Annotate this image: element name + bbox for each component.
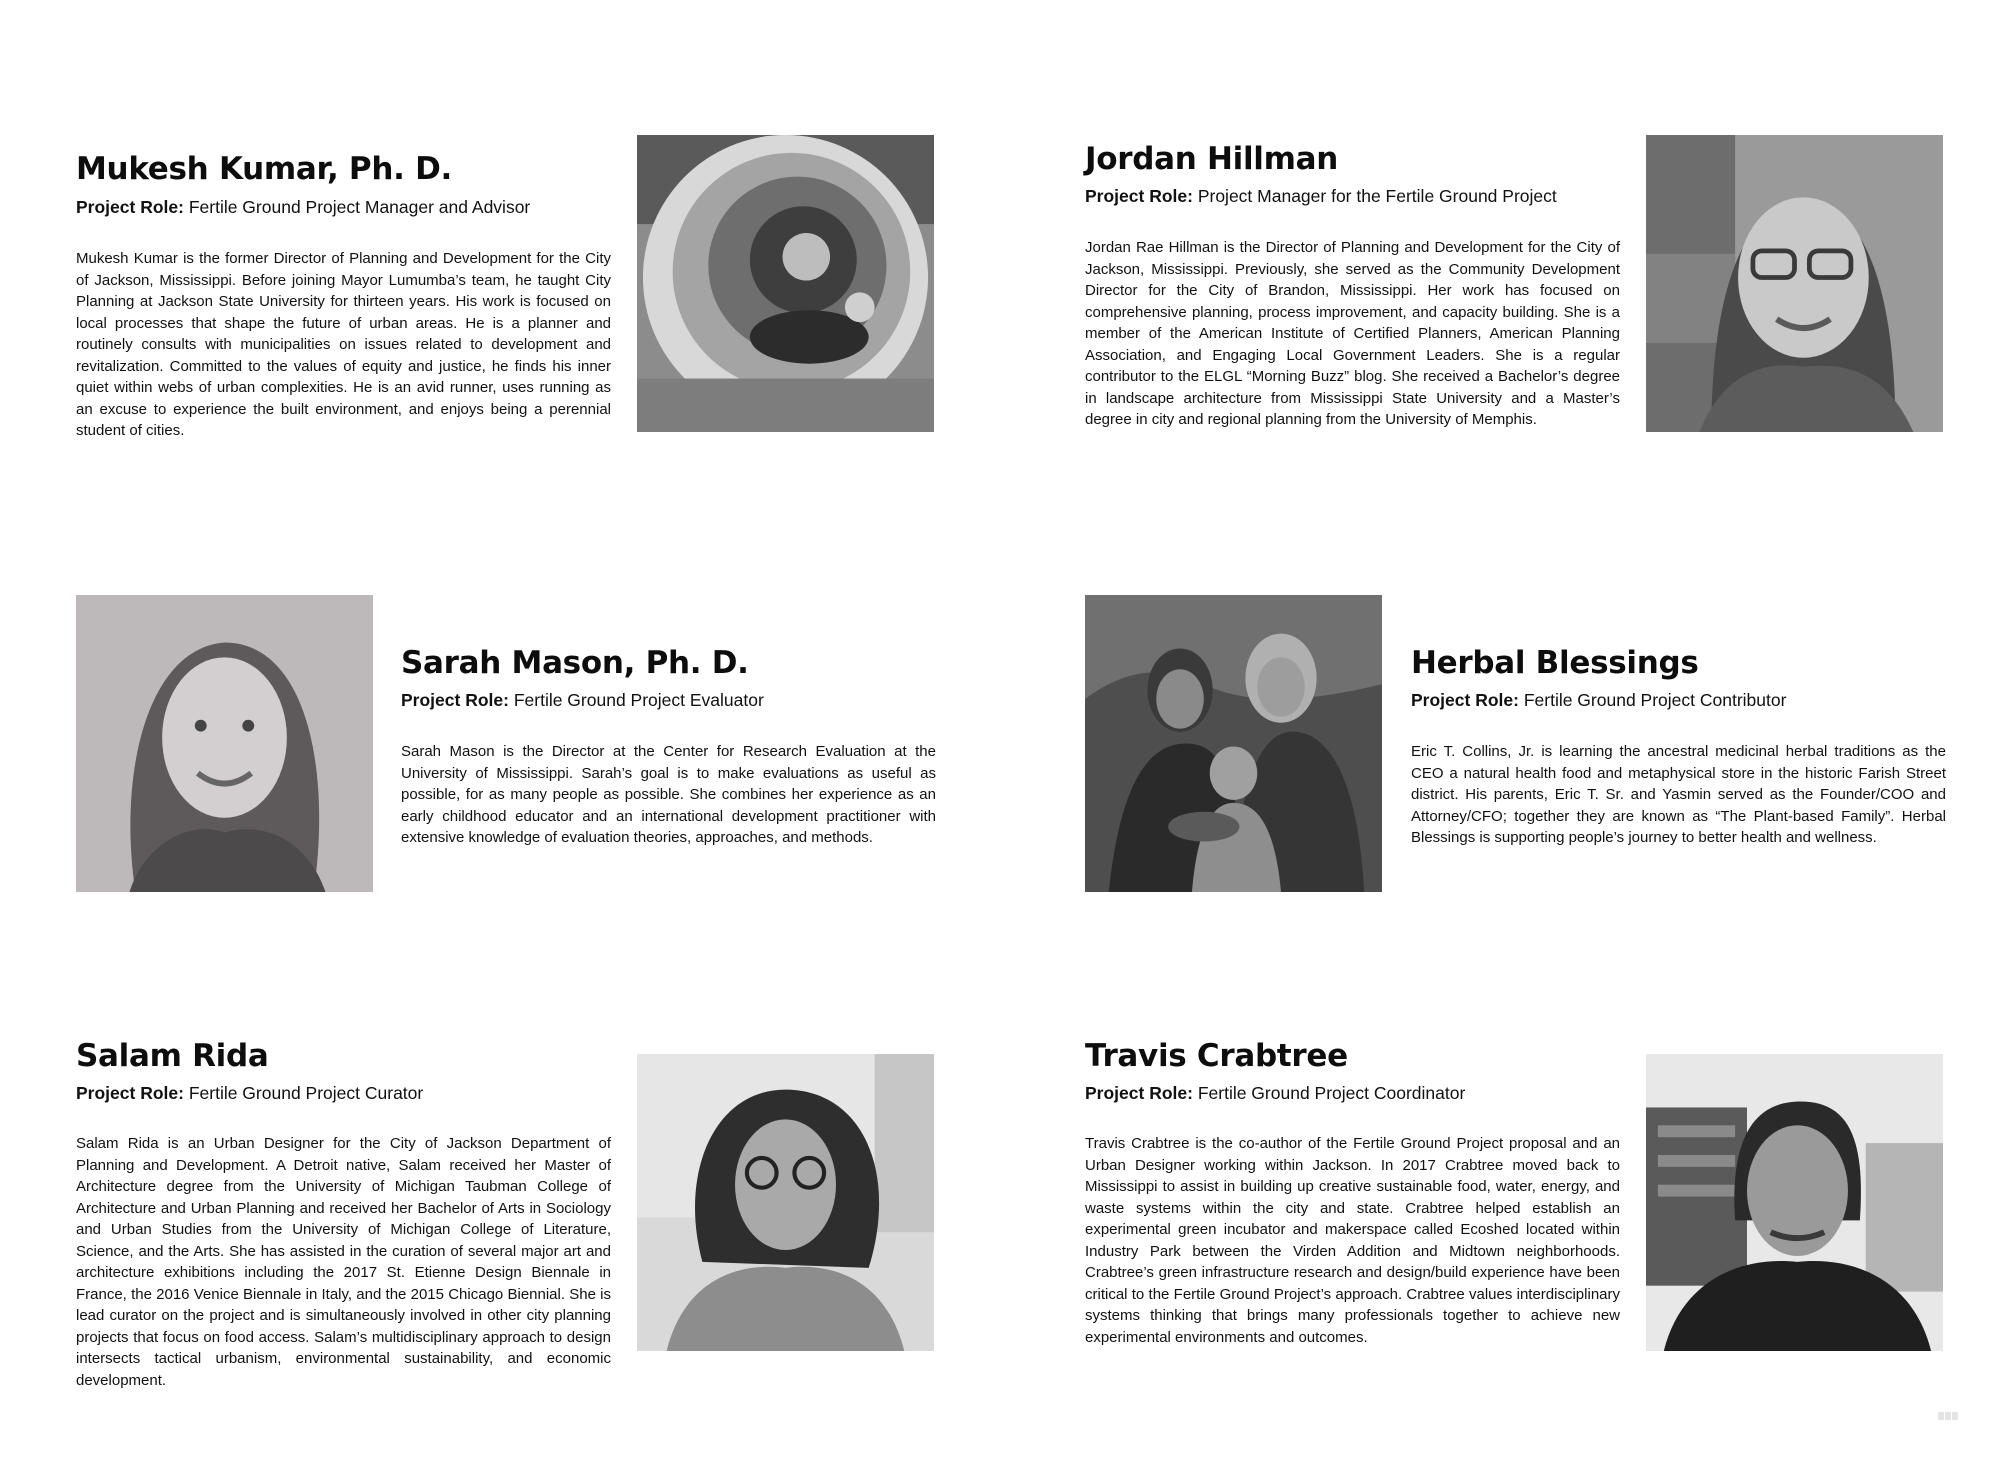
profile-role <box>76 196 530 218</box>
role-label: Project Role: <box>76 197 184 217</box>
profile-bio: Travis Crabtree is the co-author of the Fertile Ground Project proposal and an Urban Designer working within Jackson. In 2017 Crabtree moved back to Mississippi to assist in building up creative sustainable food, water, energy, and waste systems within the city and state. Crabtree helped establish an experimental green incubator and makerspace called Ecoshed located within Industry Park between the Virden Addition and Midtown neighborhoods. Crabtree’s green infrastructure research and design/build experience have been critical to the Fertile Ground Project’s approach. Crabtree values interdisciplinary systems thinking that brings many professionals together to achieve new experimental environments and outcomes. <box>1085 1135 1620 1346</box>
role-label: Project Role: <box>76 1083 184 1103</box>
profile-name: Jordan Hillman <box>1085 141 1339 177</box>
profile-bio: Eric T. Collins, Jr. is learning the ancestral medicinal herbal traditions as the CEO a natural health food and metaphysical store in the historic Farish Street district. His parents, Eric T. Sr. and Yasmin served as the Founder/COO and Attorney/CFO; together they are known as “The Plant-based Family”. Herbal Blessings is supporting people’s journey to better health and wellness. <box>1411 743 1946 846</box>
profile-bio: Mukesh Kumar is the former Director of Planning and Development for the City of Jackson, Mississippi. Before joining Mayor Lumumba’s team, he taught City Planning at Jackson State University for thirteen years. His work is focused on local processes that shape the future of urban areas. He is a planner and routinely consults with municipalities on issues related to development and revitalization. Committed to the values of equity and justice, he finds his inner quiet within webs of urban complexities. He is an avid runner, uses running as an excuse to experience the built environment, and enjoys being a perennial student of cities. <box>76 250 611 439</box>
profile-role <box>401 689 764 711</box>
profile-role <box>1085 1082 1465 1104</box>
portrait-in-pipe-photo <box>637 135 934 432</box>
profile-name: Travis Crabtree <box>1085 1038 1348 1074</box>
profile-bio: Salam Rida is an Urban Designer for the City of Jackson Department of Planning and Development. A Detroit native, Salam received her Master of Architecture degree from the University of Michigan Taubman College of Architecture and Urban Planning and received her Bachelor of Arts in Sociology and Urban Studies from the University of Michigan College of Literature, Science, and the Arts. She has assisted in the curation of several major art and architecture exhibitions including the 2017 St. Etienne Design Biennale in France, the 2016 Venice Biennale in Italy, and the 2015 Chicago Biennial. She is lead curator on the project and is simultaneously involved in other city planning projects that focus on food access. Salam’s multidisciplinary approach to design intersects tactical urbanism, environmental sustainability, and economic development. <box>76 1135 611 1389</box>
profile-name: Sarah Mason, Ph. D. <box>401 645 749 681</box>
role-value: Fertile Ground Project Manager and Advisor <box>188 197 531 217</box>
profile-role <box>1411 689 1786 711</box>
profile-bio: Jordan Rae Hillman is the Director of Planning and Development for the City of Jackson, Mississippi. Previously, she served as the Community Development Director for the City of Brandon, Mississippi. Her work has focused on comprehensive planning, process improvement, and capacity building. She is a member of the American Institute of Certified Planners, American Planning Association, and Engaging Local Government Leaders. She is a regular contributor to the ELGL “Morning Buzz” blog. She received a Bachelor’s degree in landscape architecture from Mississippi State University and a Master’s degree in city and regional planning from the University of Memphis. <box>1085 239 1620 428</box>
profile-role <box>1085 185 1557 207</box>
portrait-photo <box>1646 135 1943 432</box>
profile-name: Mukesh Kumar, Ph. D. <box>76 151 452 187</box>
role-value: Fertile Ground Project Curator <box>188 1083 424 1103</box>
profile-name: Herbal Blessings <box>1411 645 1699 681</box>
portrait-photo <box>637 1054 934 1351</box>
portrait-photo <box>1646 1054 1943 1351</box>
portrait-photo <box>76 595 373 892</box>
role-label: Project Role: <box>401 690 509 710</box>
role-value: Fertile Ground Project Evaluator <box>513 690 764 710</box>
profile-name: Salam Rida <box>76 1038 269 1074</box>
role-label: Project Role: <box>1085 1083 1193 1103</box>
profile-bio: Sarah Mason is the Director at the Center for Research Evaluation at the University of Mississippi. Sarah’s goal is to make evaluations as useful as possible, for as many people as possible. She combines her experience as an early childhood educator and an international development practitioner with extensive knowledge of evaluation theories, approaches, and methods. <box>401 743 936 846</box>
family-portrait-photo <box>1085 595 1382 892</box>
role-value: Project Manager for the Fertile Ground Project <box>1197 186 1557 206</box>
role-label: Project Role: <box>1411 690 1519 710</box>
role-label: Project Role: <box>1085 186 1193 206</box>
role-value: Fertile Ground Project Coordinator <box>1197 1083 1466 1103</box>
profile-role <box>76 1082 423 1104</box>
corner-logo-icon <box>1938 1410 1958 1422</box>
role-value: Fertile Ground Project Contributor <box>1523 690 1787 710</box>
